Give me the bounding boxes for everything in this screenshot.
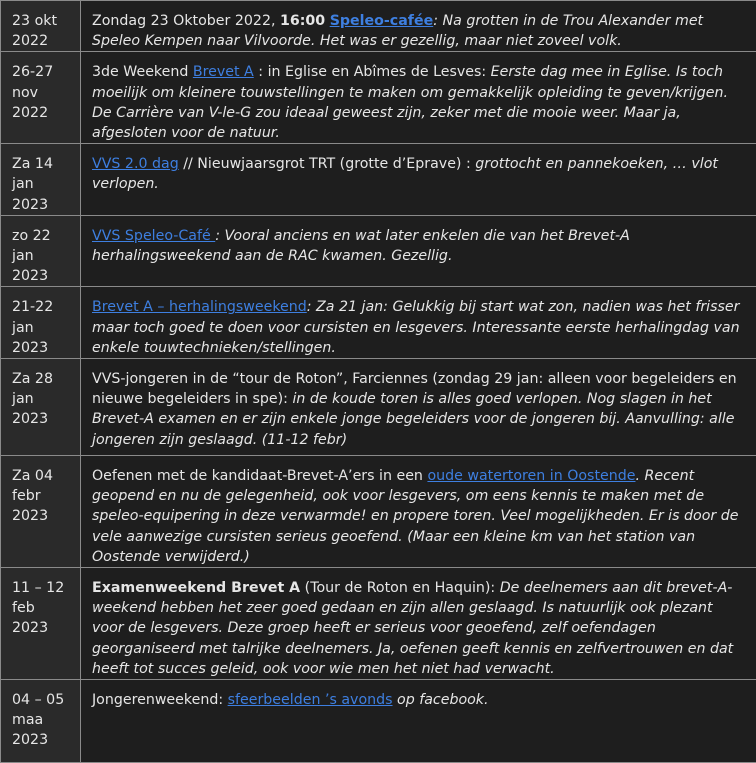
event-date-cell (1, 215, 81, 287)
event-link[interactable]: Speleo-caféе (330, 13, 434, 29)
event-text: Zondag 23 Oktober 2022, (92, 13, 280, 29)
event-date: Za 14 jan 2023 (12, 154, 70, 215)
event-link[interactable]: sfeerbeelden ’s avonds (228, 692, 393, 708)
event-description (81, 456, 756, 568)
event-text: : in Eglise en Abîmes de Lesves: (254, 64, 491, 80)
event-text: Eerste dag mee in Eglise. Is toch moeilijk om kleinere touwstellingen te maken om gemakkelijk opleiding te geven/krijgen. De Carrière van V-le-G zou ideaal geweest zijn, zeker met die mooie weer. Maar ja, afgesloten voor de natuur. (92, 64, 728, 141)
event-row (1, 456, 756, 568)
event-link[interactable]: Brevet A (193, 64, 254, 80)
event-text: (Tour de Roton en Haquin): (300, 580, 500, 596)
event-date-cell (1, 287, 81, 359)
event-text: VVS-jongeren in de “tour de Roton”, Farciennes (zondag 29 jan: alleen voor begeleiders en nieuwe begeleiders in spe): (92, 371, 737, 407)
event-date: 23 okt 2022 (12, 11, 70, 51)
event-text: : Za 21 jan: Gelukkig bij start wat zon, nadien was het frisser maar toch goed te doen voor cursisten en lesgevers. Interessante eerste herhalingdag van enkele touwtechnieken/stellingen. (92, 299, 740, 355)
event-row (1, 680, 756, 763)
event-text: Oefenen met de kandidaat-Brevet-A’ers in een (92, 468, 427, 484)
event-row (1, 52, 756, 144)
event-description (81, 1, 756, 52)
event-row (1, 287, 756, 359)
event-date-cell (1, 456, 81, 568)
event-text: : Na grotten in de Trou Alexander met Speleo Kempen naar Vilvoorde. Het was er gezellig, maar niet zoveel volk. (92, 13, 703, 49)
event-text: in de koude toren is alles goed verlopen. Nog slagen in het Brevet-A examen en er zijn enkele jonge begeleiders voor de jongeren bij. Aanvulling: alle jongeren zijn geslaagd. (11-12 febr) (92, 391, 734, 447)
event-row (1, 215, 756, 287)
event-text: : Vooral anciens en wat later enkelen die van het Brevet-A herhalingsweekend aan de RAC kwamen. Gezellig. (92, 228, 630, 264)
event-date-cell (1, 568, 81, 680)
events-table-body (1, 1, 756, 763)
event-row (1, 144, 756, 216)
event-text: 3de Weekend (92, 64, 193, 80)
event-description (81, 215, 756, 287)
event-description (81, 287, 756, 359)
event-date-cell (1, 1, 81, 52)
event-description (81, 359, 756, 456)
event-link[interactable]: VVS Speleo-Café (92, 228, 215, 244)
event-date-cell (1, 359, 81, 456)
event-row (1, 568, 756, 680)
event-text: op facebook. (393, 692, 489, 708)
event-date: 11 – 12 feb 2023 (12, 578, 70, 639)
event-row (1, 1, 756, 52)
event-link[interactable]: oude watertoren in Oostende (427, 468, 635, 484)
event-row (1, 359, 756, 456)
event-text: 16:00 (280, 13, 325, 29)
event-text: // Nieuwjaarsgrot TRT (grotte d’Eprave) : (179, 156, 476, 172)
event-link[interactable]: VVS 2.0 dag (92, 156, 179, 172)
event-date: Za 28 jan 2023 (12, 369, 70, 430)
event-text: De deelnemers aan dit brevet-A-weekend hebben het zeer goed gedaan en zijn allen geslaagd. Is natuurlijk ook plezant voor de lesgevers. Deze groep heeft er serieus voor geoefend, zelf oefendagen georganiseerd met talrijke deelnemers. Ja, oefenen geeft kennis en zelfvertrouwen en dat heeft tot succes geleid, ook voor wie men het niet had verwacht. (92, 580, 733, 677)
event-description (81, 52, 756, 144)
event-text: . Recent geopend en nu de gelegenheid, ook voor lesgevers, om eens kennis te maken met de speleo-equipering in deze verwarmde! en propere toren. Veel mogelijkheden. Er is door de vele aanwezige cursisten serieus geoefend. (Maar een kleine km van het station van Oostende verwijderd.) (92, 468, 738, 565)
event-description (81, 680, 756, 763)
event-date-cell (1, 680, 81, 763)
event-text: grottocht en pannekoeken, … vlot verlopen. (92, 156, 718, 192)
event-text: Examenweekend Brevet A (92, 580, 300, 596)
event-description (81, 568, 756, 680)
event-date: 21-22 jan 2023 (12, 297, 70, 358)
event-date: 04 – 05 maa 2023 (12, 690, 70, 751)
event-text: Jongerenweekend: (92, 692, 228, 708)
event-date: Za 04 febr 2023 (12, 466, 70, 527)
event-link[interactable]: Brevet A – herhalingsweekend (92, 299, 307, 315)
event-date: 26-27 nov 2022 (12, 62, 70, 123)
event-description (81, 144, 756, 216)
event-date-cell (1, 144, 81, 216)
event-date: zo 22 jan 2023 (12, 226, 70, 287)
event-date-cell (1, 52, 81, 144)
